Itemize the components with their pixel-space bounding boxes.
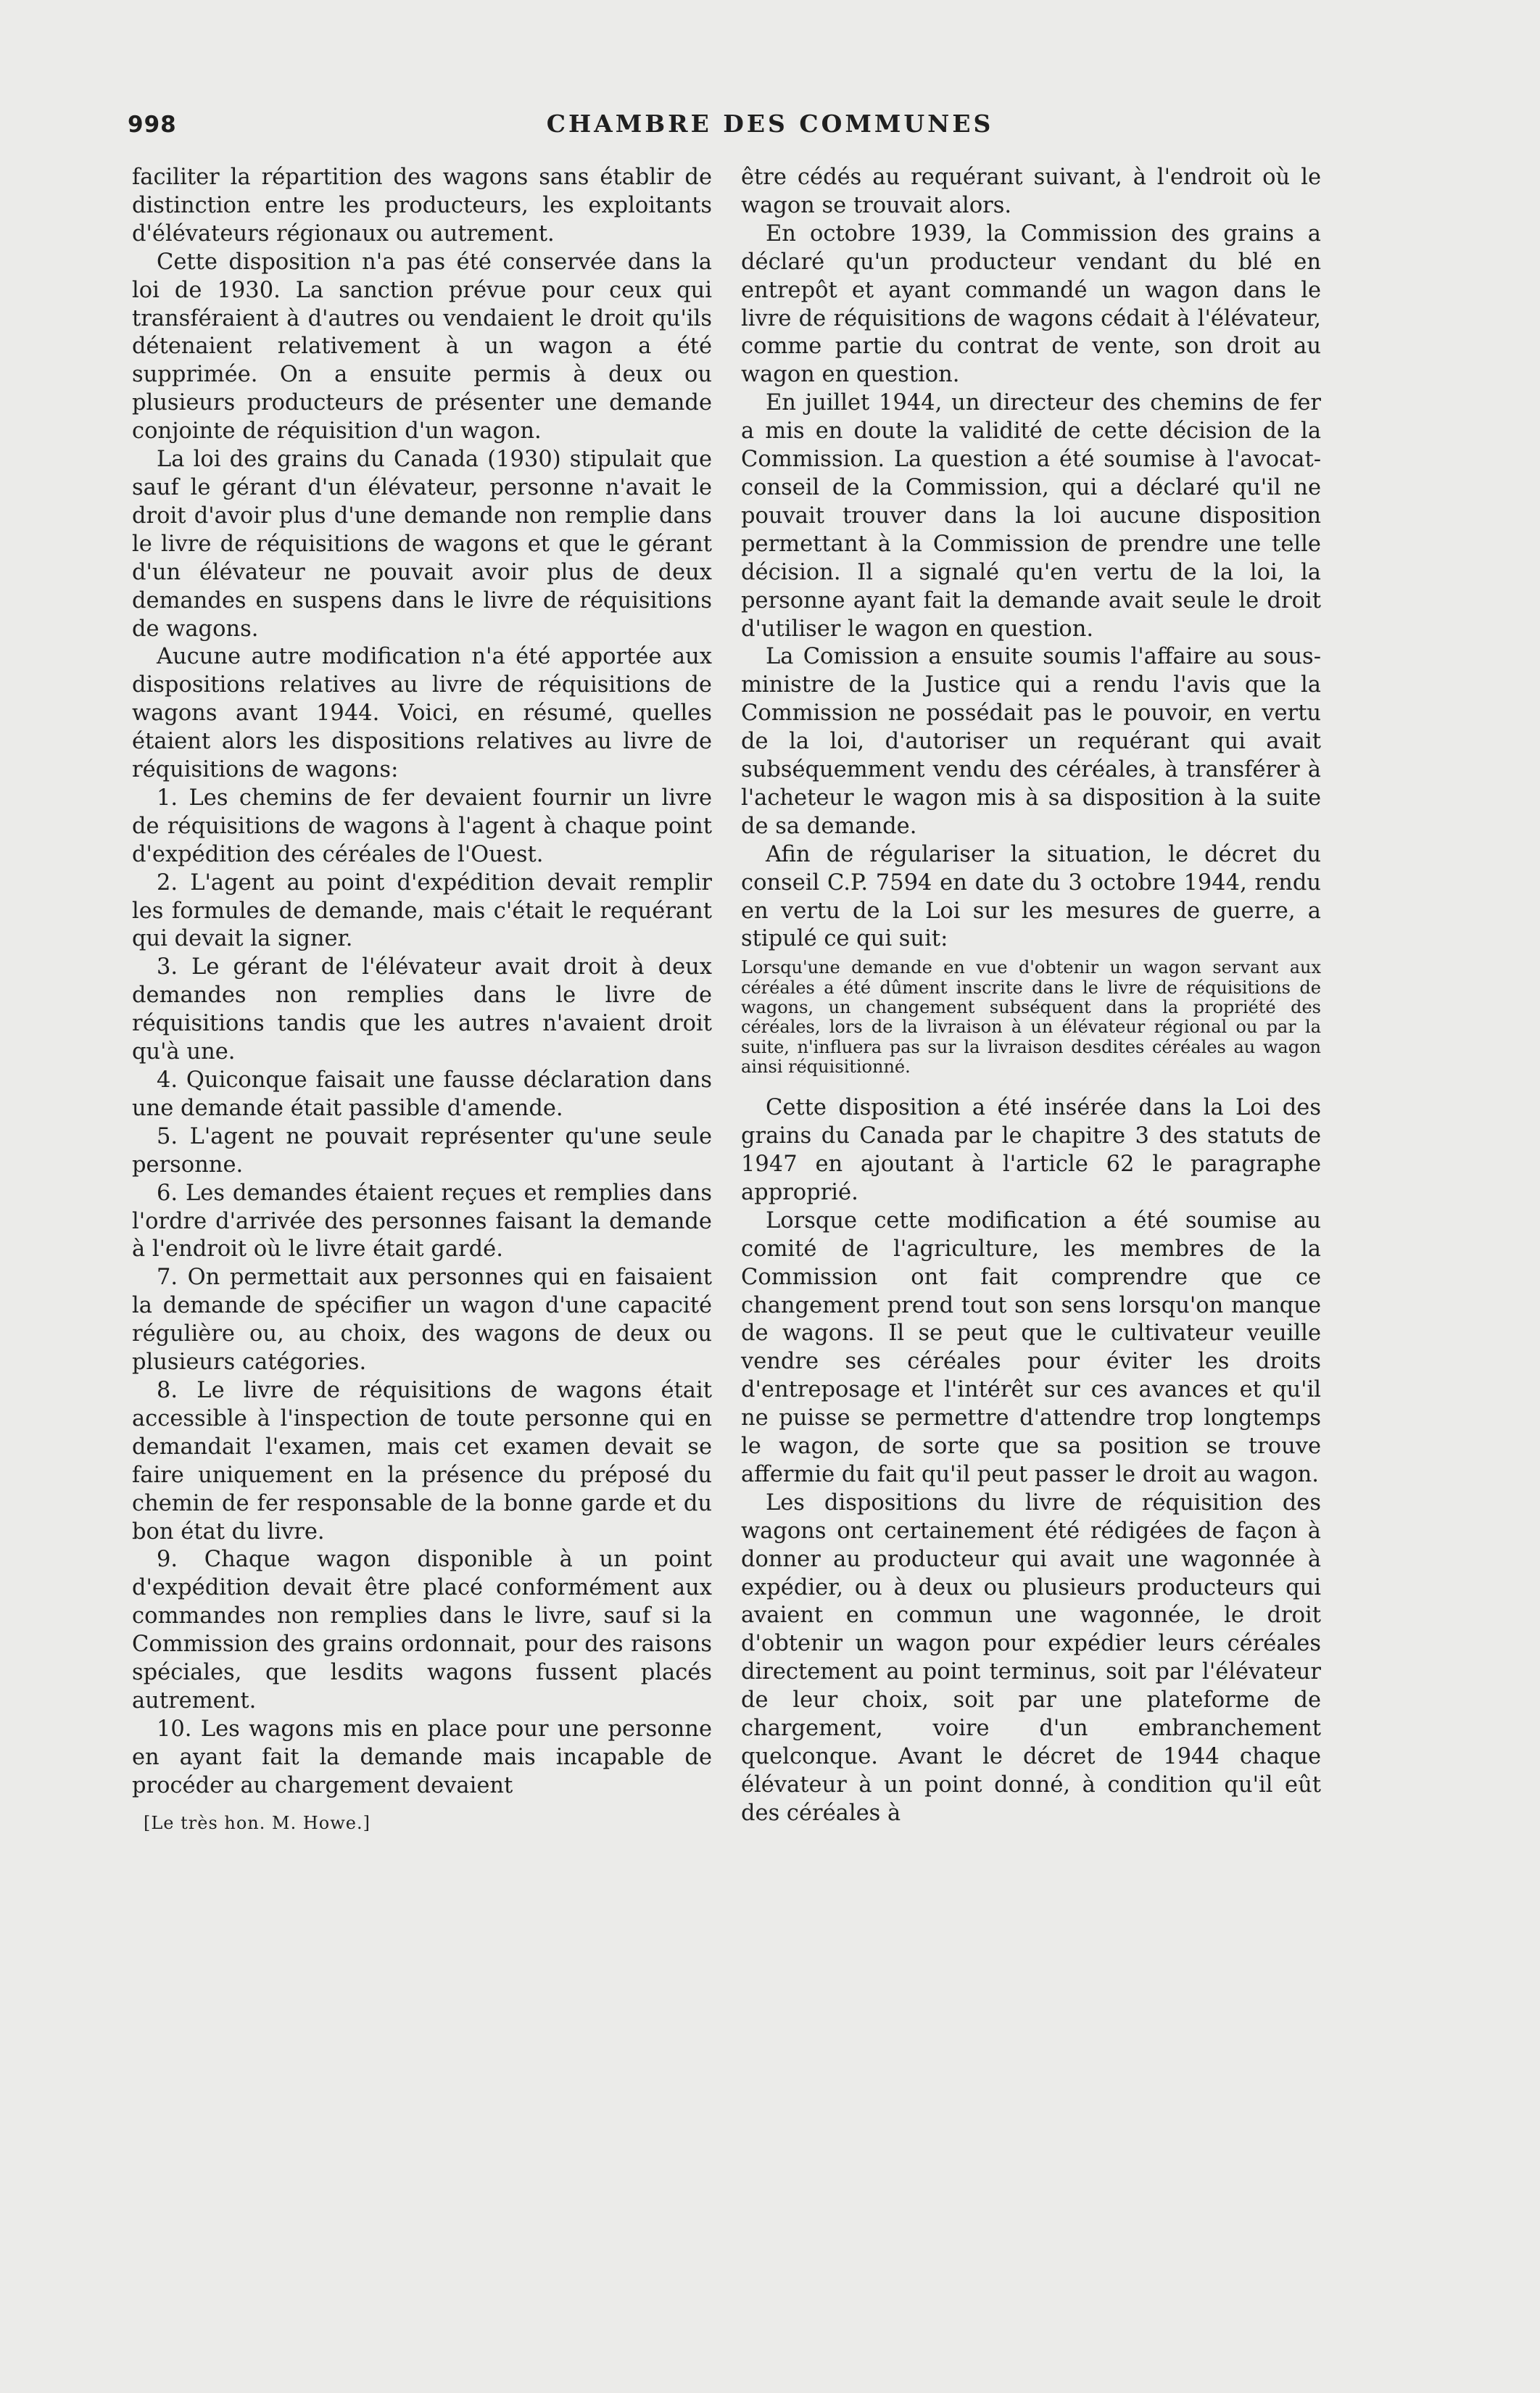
quoted-order: Lorsqu'une demande en vue d'obtenir un wagon servant aux céréales a été dûment inscrite dans le livre de réquisitions de wagons, un changement subséquent dans la propriété des céréales, lors de la livraison à un élévateur régional ou par la suite, n'influera pas sur la livraison desdites céréales au wagon ainsi réquisitionné. [741,957,1321,1077]
list-item: 6. Les demandes étaient reçues et remplies dans l'ordre d'arrivée des personnes faisant la demande à l'endroit où le livre était gardé. [132,1180,712,1262]
list-item: 10. Les wagons mis en place pour une personne en ayant fait la demande mais incapable de procéder au chargement devaient [132,1716,712,1798]
speaker-attribution: [Le très hon. M. Howe.] [144,1812,370,1833]
list-item: 5. L'agent ne pouvait représenter qu'une seule personne. [132,1123,712,1178]
paragraph: Aucune autre modification n'a été apportée aux dispositions relatives au livre de réquisitions de wagons avant 1944. Voici, en résumé, quelles étaient alors les dispositions relatives au livre de réquisitions de wagons: [132,644,712,783]
list-item: 1. Les chemins de fer devaient fournir un livre de réquisitions de wagons à l'agent à chaque point d'expédition des céréales de l'Ouest. [132,785,712,867]
list-item: 4. Quiconque faisait une fausse déclaration dans une demande était passible d'amende. [132,1067,712,1121]
right-column [741,164,1321,1828]
left-column [132,164,712,1834]
paragraph: Cette disposition a été insérée dans la Loi des grains du Canada par le chapitre 3 des statuts de 1947 en ajoutant à l'article 62 le paragraphe approprié. [741,1095,1321,1205]
paragraph: être cédés au requérant suivant, à l'endroit où le wagon se trouvait alors. [741,165,1321,218]
paragraph: Les dispositions du livre de réquisition des wagons ont certainement été rédigées de façon à donner au producteur qui avait une wagonnée à expédier, ou à deux ou plusieurs producteurs qui avaient en commun une wagonnée, le droit d'obtenir un wagon pour expédier leurs céréales directement au point terminus, soit par l'élévateur de leur choix, soit par une plateforme de chargement, voire d'un embranchement quelconque. Avant le décret de 1944 chaque élévateur à un point donné, à condition qu'il eût des céréales à [741,1489,1321,1826]
paragraph: Lorsque cette modification a été soumise au comité de l'agriculture, les membres de la Commission ont fait comprendre que ce changement prend tout son sens lorsqu'on manque de wagons. Il se peut que le cultivateur veuille vendre ses céréales pour éviter les droits d'entreposage et l'intérêt sur ces avances et qu'il ne puisse se permettre d'attendre trop longtemps le wagon, de sorte que sa position se trouve affermie du fait qu'il peut passer le droit au wagon. [741,1207,1321,1487]
paragraph: La loi des grains du Canada (1930) stipulait que sauf le gérant d'un élévateur, personne n'avait le droit d'avoir plus d'une demande non remplie dans le livre de réquisitions de wagons et que le gérant d'un élévateur ne pouvait avoir plus de deux demandes en suspens dans le livre de réquisitions de wagons. [132,447,712,642]
page-number: 998 [128,112,177,138]
paragraph: En juillet 1944, un directeur des chemins de fer a mis en doute la validité de cette décision de la Commission. La question a été soumise à l'avocat-conseil de la Commission, qui a déclaré qu'il ne pouvait trouver dans la loi aucune disposition permettant à la Commission de prendre une telle décision. Il a signalé qu'en vertu de la loi, la personne ayant fait la demande avait seule le droit d'utiliser le wagon en question. [741,390,1321,642]
list-item: 9. Chaque wagon disponible à un point d'expédition devait être placé conformément aux commandes non remplies dans le livre, sauf si la Commission des grains ordonnait, pour des raisons spéciales, que lesdits wagons fussent placés autrement. [132,1547,712,1714]
paragraph: faciliter la répartition des wagons sans établir de distinction entre les producteurs, les exploitants d'élévateurs régionaux ou autrement. [132,165,712,247]
list-item: 3. Le gérant de l'élévateur avait droit à deux demandes non remplies dans le livre de réquisitions tandis que les autres n'avaient droit qu'à une. [132,954,712,1065]
paragraph: La Comission a ensuite soumis l'affaire au sous-ministre de la Justice qui a rendu l'avis que la Commission ne possédait pas le pouvoir, en vertu de la loi, d'autoriser un requérant qui avait subséquemment vendu des céréales, à transférer à l'acheteur le wagon mis à sa disposition à la suite de sa demande. [741,644,1321,839]
running-head: CHAMBRE DES COMMUNES [546,109,994,138]
paragraph: Cette disposition n'a pas été conservée dans la loi de 1930. La sanction prévue pour ceux qui transféraient à d'autres ou vendaient le droit qu'ils détenaient relativement à un wagon a été supprimée. On a ensuite permis à deux ou plusieurs producteurs de présenter une demande conjointe de réquisition d'un wagon. [132,249,712,445]
paragraph: En octobre 1939, la Commission des grains a déclaré qu'un producteur vendant du blé en entrepôt et ayant commandé un wagon dans le livre de réquisitions de wagons cédait à l'élévateur, comme partie du contrat de vente, son droit au wagon en question. [741,220,1321,388]
list-item: 7. On permettait aux personnes qui en faisaient la demande de spécifier un wagon d'une capacité régulière ou, au choix, des wagons de deux ou plusieurs catégories. [132,1265,712,1376]
list-item: 8. Le livre de réquisitions de wagons était accessible à l'inspection de toute personne qui en demandait l'examen, mais cet examen devait se faire uniquement en la présence du préposé du chemin de fer responsable de la bonne garde et du bon état du livre. [132,1377,712,1545]
paragraph: Afin de régulariser la situation, le décret du conseil C.P. 7594 en date du 3 octobre 1944, rendu en vertu de la Loi sur les mesures de guerre, a stipulé ce qui suit: [741,841,1321,952]
list-item: 2. L'agent au point d'expédition devait remplir les formules de demande, mais c'était le requérant qui devait la signer. [132,869,712,952]
